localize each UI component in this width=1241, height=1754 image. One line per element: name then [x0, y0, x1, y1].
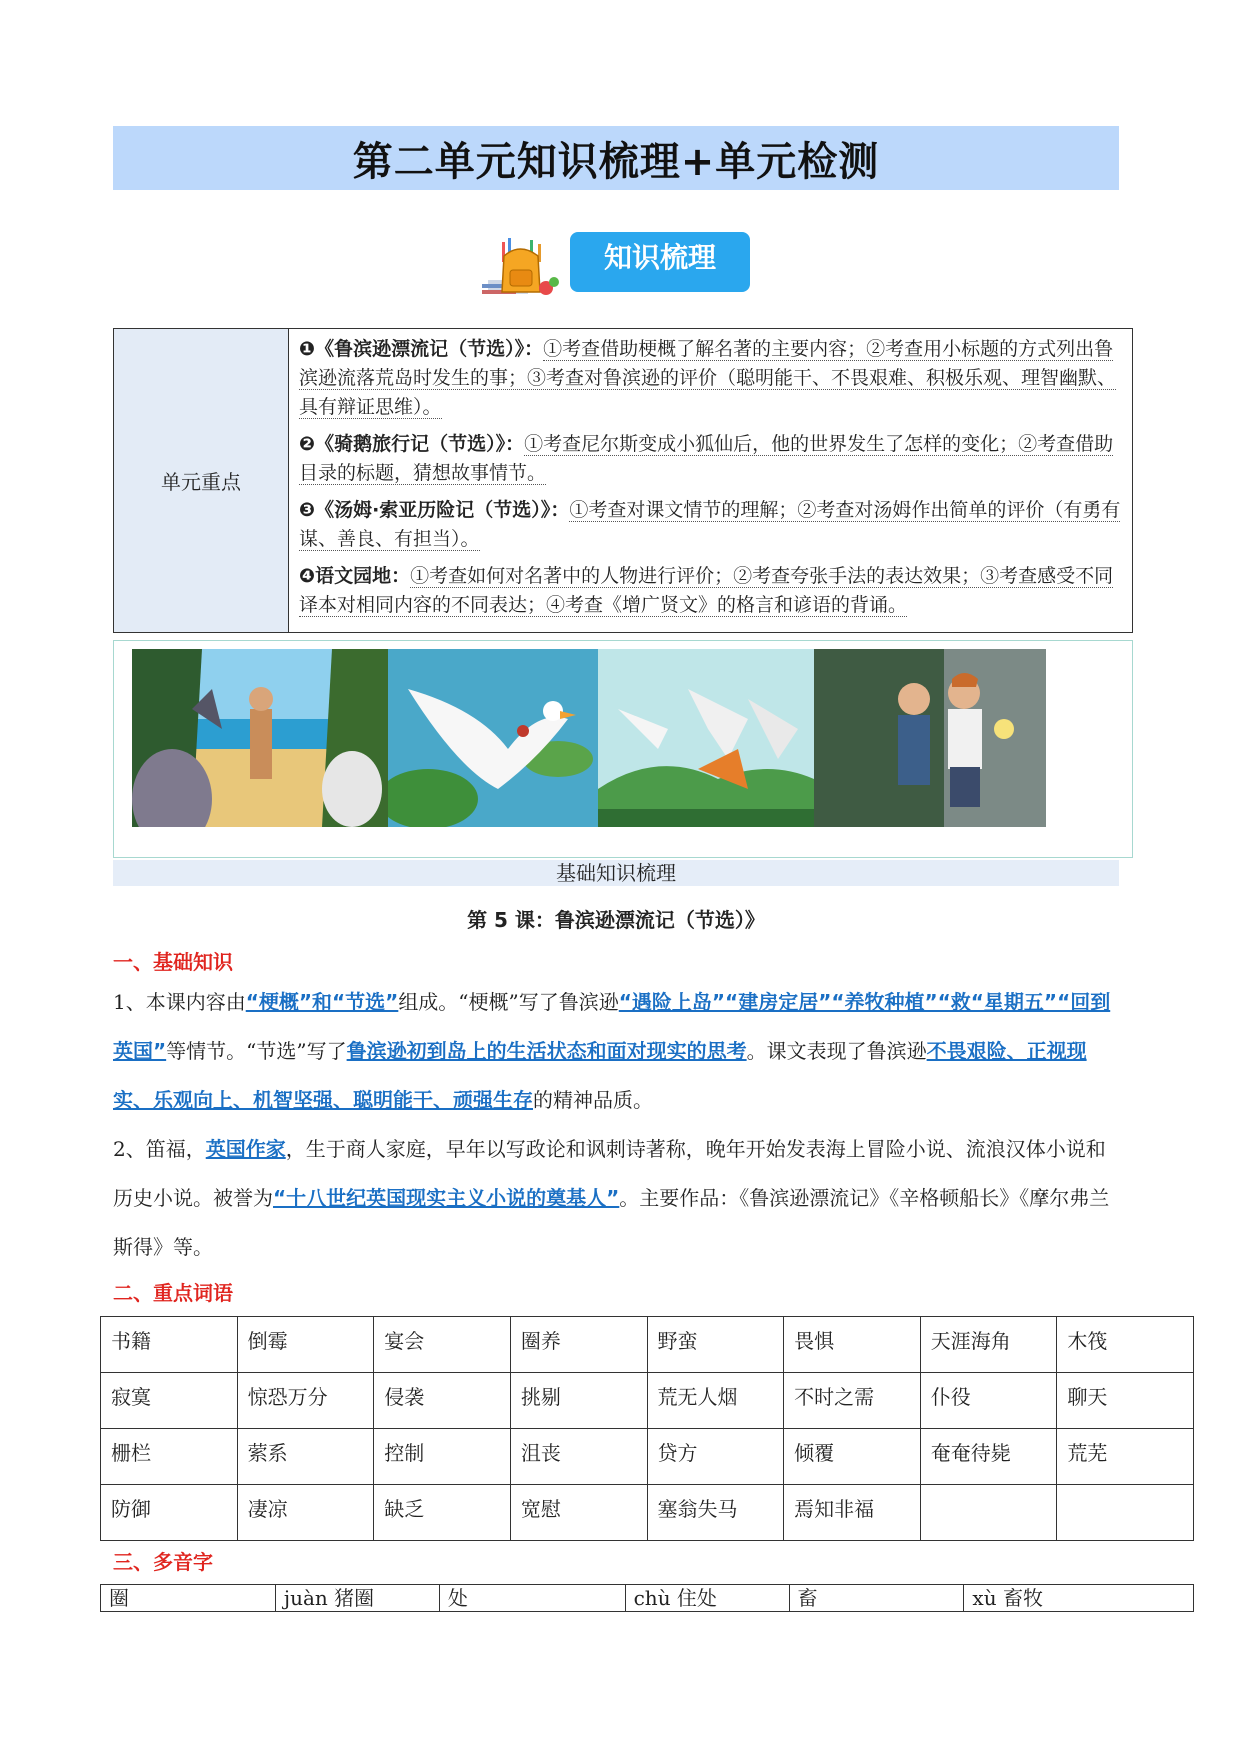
paragraph-1: 1、本课内容由“梗概”和“节选”组成。“梗概”写了鲁滨逊“遇险上岛”“建房定居”“养牧种植”“救“星期五”“回到英国”等情节。“节选”写了鲁滨逊初到岛上的生活状态和面对现实的思考。课文表现了鲁滨逊不畏艰险、正视现实、乐观向上、机智坚强、聪明能干、顽强生存的精神品质。	[113, 990, 1111, 1112]
poly-reading: chù 住处	[625, 1585, 789, 1612]
table-row	[101, 1373, 1194, 1429]
word-cell: 书籍	[101, 1317, 238, 1373]
word-cell: 贷方	[647, 1429, 784, 1485]
word-cell: 塞翁失马	[647, 1485, 784, 1541]
heading-polyphones: 三、多音字	[113, 1550, 213, 1574]
word-cell: 倒霉	[237, 1317, 374, 1373]
table-row	[101, 1585, 1194, 1612]
word-cell: 宴会	[374, 1317, 511, 1373]
word-cell: 木筏	[1057, 1317, 1194, 1373]
table-row	[101, 1485, 1194, 1541]
keypoints-label: 单元重点	[114, 329, 289, 633]
word-cell	[920, 1485, 1057, 1541]
section-bar: 基础知识梳理	[113, 860, 1119, 886]
goose-flight-illustration	[388, 649, 598, 827]
polyphone-table	[100, 1584, 1194, 1612]
badge-knowledge: 知识梳理	[570, 232, 750, 292]
key-words-table	[100, 1316, 1194, 1541]
word-cell: 萦系	[237, 1429, 374, 1485]
robinson-island-illustration	[132, 649, 388, 827]
word-cell: 仆役	[920, 1373, 1057, 1429]
keypoint-item: ❹语文园地：①考查如何对名著中的人物进行评价；②考查夸张手法的表达效果；③考查感受不同译本对相同内容的不同表达；④考查《增广贤文》的格言和谚语的背诵。	[299, 565, 1114, 616]
word-cell: 聊天	[1057, 1373, 1194, 1429]
table-row	[101, 1317, 1194, 1373]
keypoint-item: ❷《骑鹅旅行记（节选）》：①考查尼尔斯变成小狐仙后，他的世界发生了怎样的变化；②考查借助目录的标题，猜想故事情节。	[299, 433, 1114, 484]
poly-char: 圈	[101, 1585, 276, 1612]
tom-becky-cave-illustration	[814, 649, 1046, 827]
word-cell: 控制	[374, 1429, 511, 1485]
word-cell: 寂寞	[101, 1373, 238, 1429]
table-row	[101, 1429, 1194, 1485]
page-title: 第二单元知识梳理+单元检测	[352, 138, 880, 185]
keypoint-item: ❶《鲁滨逊漂流记（节选）》：①考查借助梗概了解名著的主要内容；②考查用小标题的方式列出鲁滨逊流落荒岛时发生的事；③考查对鲁滨逊的评价（聪明能干、不畏艰难、积极乐观、理智幽默、具有辩证思维）。	[299, 338, 1117, 418]
word-cell: 凄凉	[237, 1485, 374, 1541]
word-cell: 焉知非福	[784, 1485, 921, 1541]
section-badge	[480, 232, 760, 298]
word-cell: 栅栏	[101, 1429, 238, 1485]
poly-char: 畜	[789, 1585, 964, 1612]
word-cell: 荒芜	[1057, 1429, 1194, 1485]
title-bar	[113, 126, 1119, 190]
word-cell: 畏惧	[784, 1317, 921, 1373]
word-cell: 奄奄待毙	[920, 1429, 1057, 1485]
poly-char: 处	[439, 1585, 625, 1612]
word-cell: 野蛮	[647, 1317, 784, 1373]
word-cell	[1057, 1485, 1194, 1541]
cranes-illustration	[598, 649, 814, 827]
keypoints-table	[113, 328, 1133, 633]
backpack-icon	[480, 236, 566, 298]
word-cell: 防御	[101, 1485, 238, 1541]
paragraph-2: 2、笛福，英国作家，生于商人家庭，早年以写政论和讽刺诗著称，晚年开始发表海上冒险小说、流浪汉体小说和历史小说。被誉为“十八世纪英国现实主义小说的奠基人”。主要作品：《鲁滨逊漂流记》《辛格顿船长》《摩尔弗兰斯得》等。	[113, 1137, 1110, 1259]
illustration-strip	[113, 640, 1133, 858]
word-cell: 挑剔	[510, 1373, 647, 1429]
word-cell: 荒无人烟	[647, 1373, 784, 1429]
heading-basic-knowledge: 一、基础知识	[113, 950, 233, 974]
word-cell: 宽慰	[510, 1485, 647, 1541]
word-cell: 侵袭	[374, 1373, 511, 1429]
lesson-title: 第 5 课：鲁滨逊漂流记（节选）》	[467, 908, 765, 932]
poly-reading: juàn 猪圈	[275, 1585, 439, 1612]
keypoint-item: ❸《汤姆·索亚历险记（节选）》：①考查对课文情节的理解；②考查对汤姆作出简单的评价（有勇有谋、善良、有担当）。	[299, 499, 1121, 550]
poly-reading: xù 畜牧	[964, 1585, 1194, 1612]
word-cell: 圈养	[510, 1317, 647, 1373]
keypoints-content	[289, 329, 1133, 633]
word-cell: 缺乏	[374, 1485, 511, 1541]
heading-key-words: 二、重点词语	[113, 1281, 233, 1305]
word-cell: 惊恐万分	[237, 1373, 374, 1429]
word-cell: 沮丧	[510, 1429, 647, 1485]
word-cell: 倾覆	[784, 1429, 921, 1485]
word-cell: 天涯海角	[920, 1317, 1057, 1373]
word-cell: 不时之需	[784, 1373, 921, 1429]
